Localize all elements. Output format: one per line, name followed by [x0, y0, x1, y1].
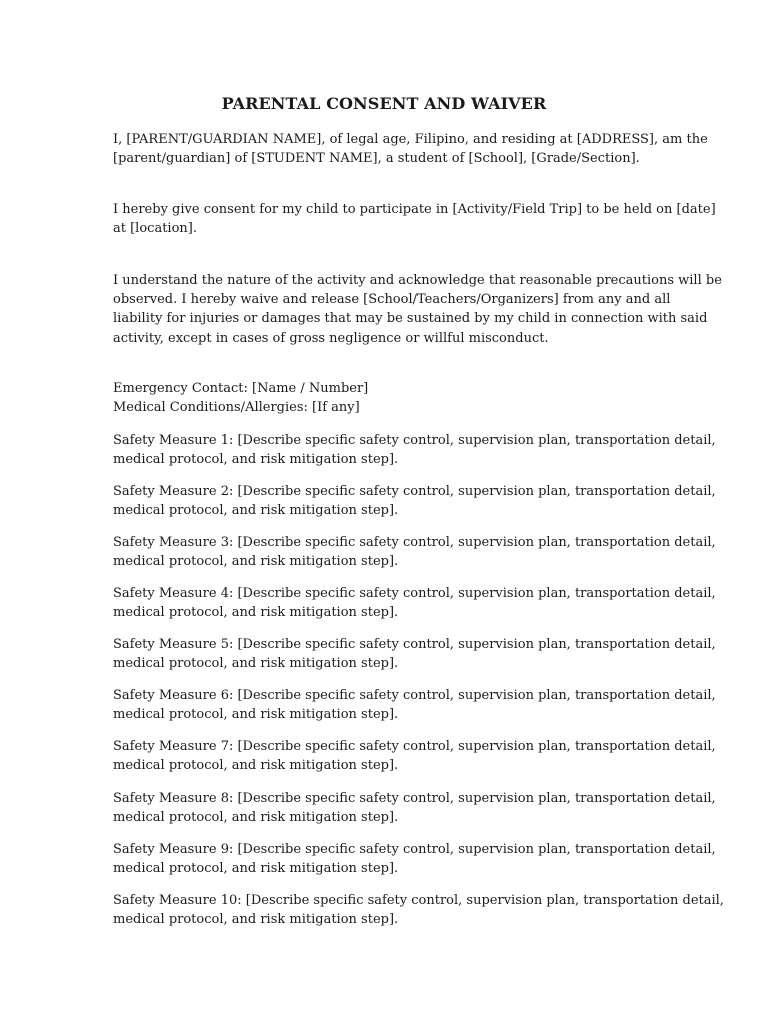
waiver-line: I understand the nature of the activity and acknowledge that reasonable precautions will be — [113, 273, 722, 288]
intro-paragraph — [113, 130, 708, 168]
safety-measure-line: medical protocol, and risk mitigation step]. — [113, 452, 399, 468]
safety-measure-line: Safety Measure 9: [Describe specific safety control, supervision plan, transportation detail, — [113, 842, 716, 857]
safety-measure-1 — [113, 431, 716, 469]
safety-measure-line: Safety Measure 5: [Describe specific safety control, supervision plan, transportation detail, — [113, 637, 716, 652]
consent-line: I hereby give consent for my child to participate in [Activity/Field Trip] to be held on [date] — [113, 202, 716, 217]
safety-measure-line: medical protocol, and risk mitigation step]. — [113, 656, 399, 672]
safety-measure-line: medical protocol, and risk mitigation step]. — [113, 758, 399, 774]
safety-measure-line: Safety Measure 4: [Describe specific safety control, supervision plan, transportation detail, — [113, 586, 716, 601]
safety-measure-line: Safety Measure 1: [Describe specific safety control, supervision plan, transportation detail, — [113, 433, 716, 448]
intro-line: [parent/guardian] of [STUDENT NAME], a student of [School], [Grade/Section]. — [113, 151, 640, 167]
safety-measure-7 — [113, 737, 716, 775]
safety-measure-6 — [113, 686, 716, 724]
document-title: PARENTAL CONSENT AND WAIVER — [221, 94, 547, 113]
safety-measure-line: Safety Measure 10: [Describe specific safety control, supervision plan, transportation detail, — [113, 893, 724, 908]
safety-measure-3 — [113, 533, 716, 571]
safety-measure-line: medical protocol, and risk mitigation step]. — [113, 861, 399, 877]
safety-measure-line: medical protocol, and risk mitigation step]. — [113, 707, 399, 723]
safety-measure-8 — [113, 789, 716, 827]
safety-measure-line: Safety Measure 6: [Describe specific safety control, supervision plan, transportation detail, — [113, 688, 716, 703]
waiver-line: activity, except in cases of gross negligence or willful misconduct. — [113, 330, 549, 346]
waiver-line: observed. I hereby waive and release [School/Teachers/Organizers] from any and all — [113, 292, 671, 308]
emergency-contact-line: Emergency Contact: [Name / Number] — [113, 381, 369, 396]
safety-measure-2 — [113, 482, 716, 520]
safety-measure-line: medical protocol, and risk mitigation step]. — [113, 605, 399, 621]
safety-measure-9 — [113, 840, 716, 878]
safety-measure-line: Safety Measure 7: [Describe specific safety control, supervision plan, transportation detail, — [113, 739, 716, 754]
consent-paragraph — [113, 200, 716, 238]
safety-measure-line: medical protocol, and risk mitigation step]. — [113, 503, 399, 519]
safety-measure-line: medical protocol, and risk mitigation step]. — [113, 912, 399, 928]
safety-measure-5 — [113, 635, 716, 673]
safety-measure-line: medical protocol, and risk mitigation step]. — [113, 554, 399, 570]
contact-block — [113, 379, 673, 417]
waiver-paragraph — [113, 271, 722, 348]
safety-measure-line: medical protocol, and risk mitigation step]. — [113, 810, 399, 826]
waiver-line: liability for injuries or damages that may be sustained by my child in connection with said — [113, 311, 708, 327]
safety-measure-line: Safety Measure 3: [Describe specific safety control, supervision plan, transportation detail, — [113, 535, 716, 550]
medical-conditions-line: Medical Conditions/Allergies: [If any] — [113, 400, 360, 416]
safety-measure-4 — [113, 584, 716, 622]
safety-measure-line: Safety Measure 2: [Describe specific safety control, supervision plan, transportation detail, — [113, 484, 716, 499]
consent-line: at [location]. — [113, 221, 197, 237]
intro-line: I, [PARENT/GUARDIAN NAME], of legal age, Filipino, and residing at [ADDRESS], am the — [113, 132, 708, 147]
safety-measure-10 — [113, 891, 724, 929]
safety-measure-line: Safety Measure 8: [Describe specific safety control, supervision plan, transportation detail, — [113, 791, 716, 806]
